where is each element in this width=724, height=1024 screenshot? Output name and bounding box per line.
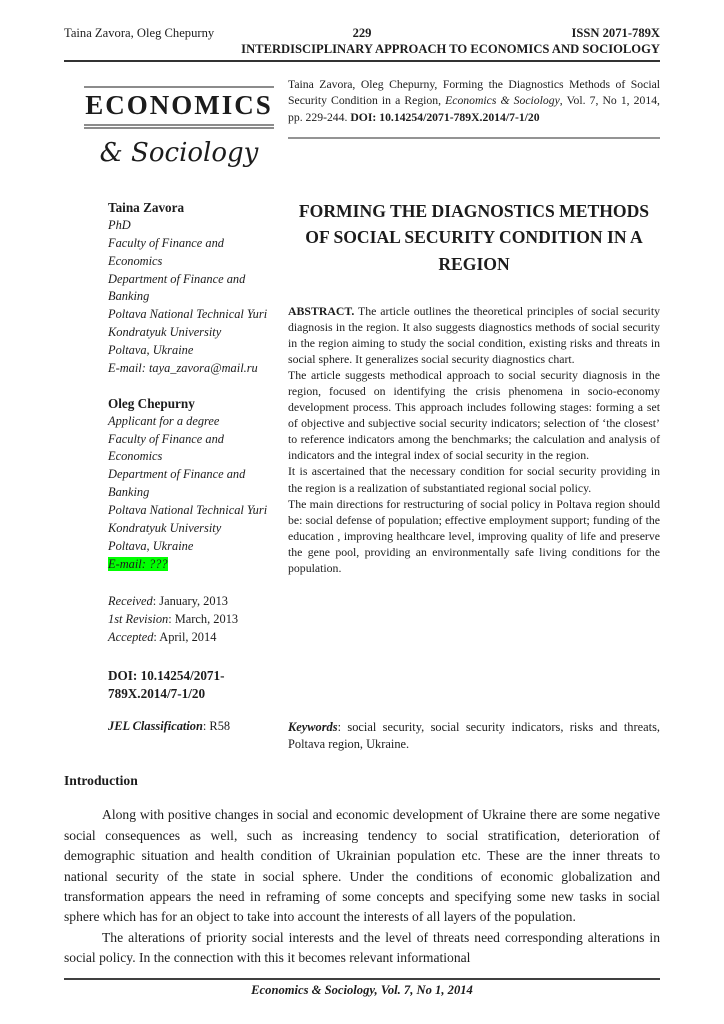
article-column — [288, 198, 660, 703]
logo-economics-text: ECONOMICS — [84, 86, 274, 129]
introduction-body — [64, 805, 660, 968]
citation-journal-name: Economics & Sociology — [445, 94, 560, 108]
introduction-paragraph-1: Along with positive changes in social and economic development of Ukraine there are some negative social consequences as well, such as increasing tendency to social stratification, deterioration of demographic situation and health condition of Ukrainian population etc. These are the inner threats to national security of the state in social sphere. Under the conditions of economic globalization and transformation appears the need in reframing of some concepts and specifying some new tasks in social sphere which has for an object to take into account the interests of all layers of the population. — [64, 807, 660, 925]
abstract-paragraph-2: The article suggests methodical approach to social security diagnosis in the region, focused on identifying the crisis phenomena in socio-economy development process. This approach includes following stages: forming a set of objective and subjective social security indicators; selection of ‘the closest’ to reference indicators among the benchmarks; the calculation and analysis of indicators and the integral index of social security in the region. — [288, 368, 660, 463]
accepted-date — [108, 629, 280, 647]
top-section — [0, 62, 724, 168]
running-head-authors: Taina Zavora, Oleg Chepurny — [64, 26, 215, 40]
dates-block — [108, 593, 280, 647]
citation-rule — [288, 137, 660, 139]
author-name: Oleg Chepurny — [108, 395, 195, 411]
revision-label: 1st Revision — [108, 612, 169, 627]
abstract-paragraph-4: The main directions for restructuring of social policy in Poltava region should be: social defense of population; effective employment support; funding of the education , improving healthcare level, improving quality of life and preserve the gene pool, providing an environmentally safe living conditions for the population. — [288, 496, 660, 575]
page-header — [0, 0, 724, 62]
jel-value: : R58 — [202, 718, 231, 733]
keywords-value: : social security, social security indicators, risks and threats, Poltava region, Ukraine. — [288, 719, 660, 752]
author-block-2 — [108, 394, 280, 574]
author-name: Taina Zavora — [108, 200, 185, 215]
jel-keywords-row — [0, 703, 724, 754]
author-faculty: Faculty of Finance and Economics — [108, 235, 224, 268]
author-faculty: Faculty of Finance and Economics — [108, 431, 224, 464]
main-section — [0, 168, 724, 703]
header-row — [64, 26, 660, 41]
abstract — [288, 303, 660, 576]
revision-date — [108, 611, 280, 629]
author-email: E-mail: taya_zavora@mail.ru — [108, 360, 258, 375]
author-department: Department of Finance and Banking — [108, 271, 246, 304]
page-number: 229 — [352, 26, 372, 40]
received-label: Received — [108, 594, 153, 609]
introduction-heading: Introduction — [64, 773, 138, 789]
author-university: Poltava National Technical Yuri Kondratyuk University — [108, 307, 268, 340]
journal-logo-box — [84, 86, 274, 168]
author-degree: Applicant for a degree — [108, 413, 220, 428]
journal-logo — [64, 77, 280, 168]
logo-sociology-text: & Sociology — [99, 138, 259, 168]
keywords-label: Keywords — [288, 719, 338, 734]
author-city: Poltava, Ukraine — [108, 538, 194, 553]
abstract-label: ABSTRACT. — [288, 304, 355, 319]
citation-volume-pages: , Vol. 7, No 1, 2014, pp. 229-244. — [288, 94, 660, 124]
author-degree: PhD — [108, 218, 131, 232]
citation-text — [288, 77, 660, 126]
author-email-missing — [108, 556, 280, 574]
author-university: Poltava National Technical Yuri Kondratyuk University — [108, 503, 268, 535]
article-title: FORMING THE DIAGNOSTICS METHODS OF SOCIAL SECURITY CONDITION IN A REGION — [298, 201, 650, 274]
author-city: Poltava, Ukraine — [108, 343, 194, 358]
doi-block: DOI: 10.14254/2071-789X.2014/7-1/20 — [108, 668, 225, 701]
author-column — [108, 198, 280, 703]
abstract-paragraph-1 — [288, 303, 660, 367]
keywords — [288, 719, 660, 754]
received-date — [108, 593, 280, 611]
issn-label: ISSN 2071-789X — [571, 26, 661, 40]
page-footer — [64, 978, 660, 998]
author-block-1 — [108, 198, 280, 378]
journal-banner: INTERDISCIPLINARY APPROACH TO ECONOMICS AND SOCIOLOGY — [241, 42, 660, 56]
revision-value: : March, 2013 — [168, 612, 239, 627]
jel-classification — [108, 719, 280, 754]
highlighted-email-placeholder: E-mail: ??? — [108, 556, 168, 571]
footer-journal-line: Economics & Sociology, Vol. 7, No 1, 2014 — [251, 983, 473, 997]
abstract-paragraph-3: It is ascertained that the necessary condition for social security providing in the region is a realization of substantiated regional social policy. — [288, 464, 660, 495]
accepted-label: Accepted — [108, 630, 154, 645]
introduction-paragraph-2: The alterations of priority social interests and the level of threats need corresponding alterations in social policy. In the connection with this it becomes relevant informational — [64, 929, 660, 966]
introduction-section — [0, 753, 724, 968]
jel-label: JEL Classification — [108, 718, 203, 733]
received-value: : January, 2013 — [152, 594, 228, 609]
accepted-value: : April, 2014 — [153, 630, 217, 645]
citation-block — [288, 77, 660, 168]
citation-authors-title: Taina Zavora, Oleg Chepurny, Forming the Diagnostics Methods of Social Security Condition in a Region, — [288, 78, 660, 108]
abstract-text-1: The article outlines the theoretical principles of social security diagnosis in the region. It also suggests diagnostics methods of social security in the region aiming to study the social condition, existing risks and threats in social sphere. It generalizes social security diagnostics chart. — [288, 304, 660, 367]
citation-doi: DOI: 10.14254/2071-789X.2014/7-1/20 — [350, 110, 540, 124]
author-department: Department of Finance and Banking — [108, 467, 246, 500]
